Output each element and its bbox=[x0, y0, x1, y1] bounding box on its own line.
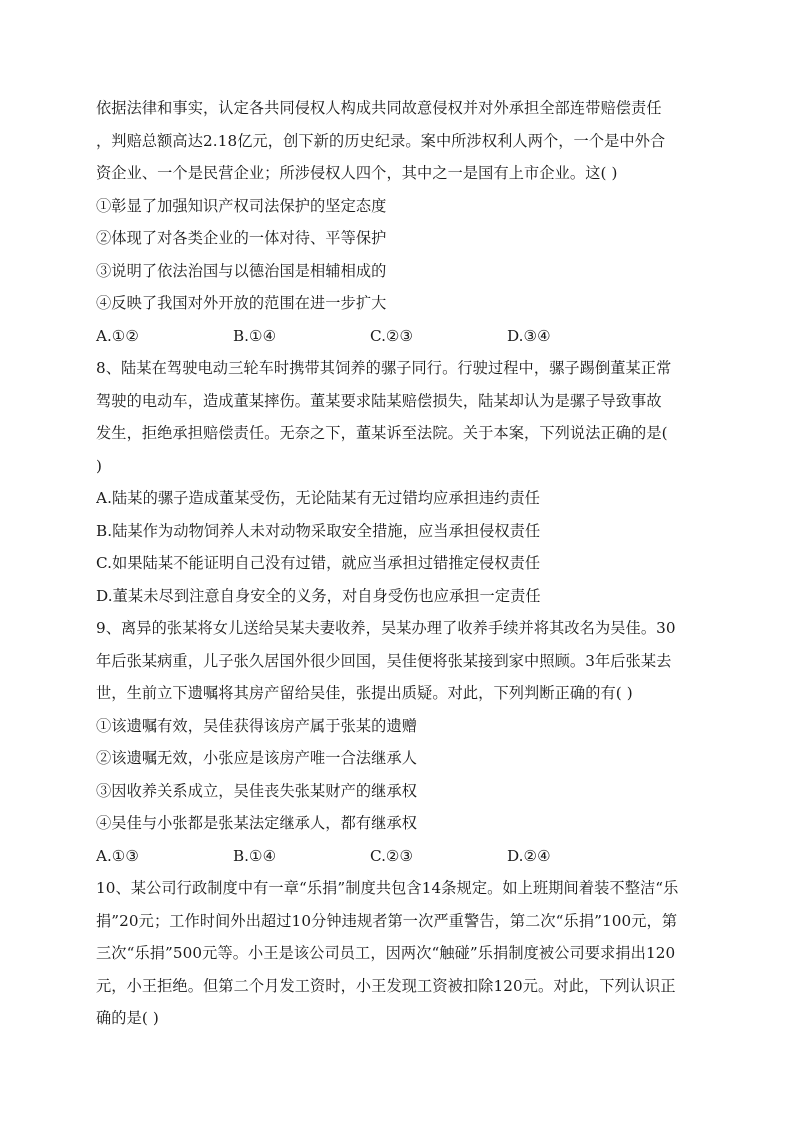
question-7-text-line: ，判赔总额高达2.18亿元，创下新的历史纪录。案中所涉权利人两个，一个是中外合 bbox=[96, 131, 666, 150]
question-10-text-line: 元，小王拒绝。但第二个月发工资时，小王发现工资被扣除120元。对此，下列认识正 bbox=[96, 976, 676, 995]
option-d: D.②④ bbox=[507, 846, 551, 865]
question-9-item: ①该遗嘱有效，吴佳获得该房产属于张某的遗赠 bbox=[96, 716, 418, 735]
question-10 bbox=[96, 872, 702, 1035]
question-9-options bbox=[96, 840, 702, 873]
option-d: D.③④ bbox=[507, 326, 551, 345]
question-7-text-line: 资企业、一个是民营企业；所涉侵权人四个，其中之一是国有上市企业。这( ) bbox=[96, 164, 618, 182]
question-8-text-line: 8、陆某在驾驶电动三轮车时携带其饲养的骡子同行。行驶过程中，骡子踢倒董某正常 bbox=[96, 359, 672, 377]
question-9-text-line: 9、离异的张某将女儿送给吴某夫妻收养，吴某办理了收养手续并将其改名为吴佳。30 bbox=[96, 619, 676, 637]
question-10-text-line: 10、某公司行政制度中有一章“乐捐”制度共包含14条规定。如上班期间着装不整洁“乐 bbox=[96, 879, 679, 897]
question-7-item: ①彰显了加强知识产权司法保护的坚定态度 bbox=[96, 196, 387, 215]
question-8 bbox=[96, 352, 702, 612]
question-7 bbox=[96, 92, 702, 352]
question-8-option-b: B.陆某作为动物饲养人未对动物采取安全措施，应当承担侵权责任 bbox=[96, 521, 541, 540]
question-10-text-line: 确的是( ) bbox=[96, 1009, 159, 1027]
exam-page bbox=[96, 92, 702, 1035]
question-8-text-line: 驾驶的电动车，造成董某摔伤。董某要求陆某赔偿损失，陆某却认为是骡子导致事故 bbox=[96, 391, 662, 410]
question-9-text-line: 世，生前立下遗嘱将其房产留给吴佳，张提出质疑。对此，下列判断正确的有( ) bbox=[96, 684, 633, 702]
question-7-text-line: 依据法律和事实，认定各共同侵权人构成共同故意侵权并对外承担全部连带赔偿责任 bbox=[96, 99, 662, 117]
question-8-option-d: D.董某未尽到注意自身安全的义务，对自身受伤也应承担一定责任 bbox=[96, 586, 541, 605]
question-10-text-line: 捐”20元；工作时间外出超过10分钟违规者第一次严重警告，第二次“乐捐”100元，第 bbox=[96, 911, 678, 930]
option-a: A.①② bbox=[96, 326, 140, 345]
question-9 bbox=[96, 612, 702, 872]
question-10-text-line: 三次“乐捐”500元等。小王是该公司员工，因两次“触碰”乐捐制度被公司要求捐出120 bbox=[96, 944, 676, 962]
question-9-item: ④吴佳与小张都是张某法定继承人，都有继承权 bbox=[96, 814, 418, 832]
question-8-text-line: 发生，拒绝承担赔偿责任。无奈之下，董某诉至法院。关于本案，下列说法正确的是( bbox=[96, 424, 668, 442]
question-9-item: ③因收养关系成立，吴佳丧失张某财产的继承权 bbox=[96, 781, 418, 800]
question-7-item: ②体现了对各类企业的一体对待、平等保护 bbox=[96, 229, 387, 247]
question-7-options bbox=[96, 320, 702, 353]
option-b: B.①④ bbox=[233, 846, 277, 865]
question-7-item: ③说明了依法治国与以德治国是相辅相成的 bbox=[96, 261, 387, 280]
question-8-option-a: A.陆某的骡子造成董某受伤，无论陆某有无过错均应承担违约责任 bbox=[96, 489, 541, 507]
question-8-option-c: C.如果陆某不能证明自己没有过错，就应当承担过错推定侵权责任 bbox=[96, 554, 541, 572]
option-a: A.①③ bbox=[96, 846, 140, 865]
option-c: C.②③ bbox=[370, 846, 414, 865]
question-7-item: ④反映了我国对外开放的范围在进一步扩大 bbox=[96, 294, 387, 312]
question-8-text-line: ) bbox=[96, 456, 103, 475]
question-9-text-line: 年后张某病重，儿子张久居国外很少回国，吴佳便将张某接到家中照顾。3年后张某去 bbox=[96, 651, 672, 670]
option-c: C.②③ bbox=[370, 326, 414, 345]
question-9-item: ②该遗嘱无效，小张应是该房产唯一合法继承人 bbox=[96, 749, 418, 767]
option-b: B.①④ bbox=[233, 326, 277, 345]
